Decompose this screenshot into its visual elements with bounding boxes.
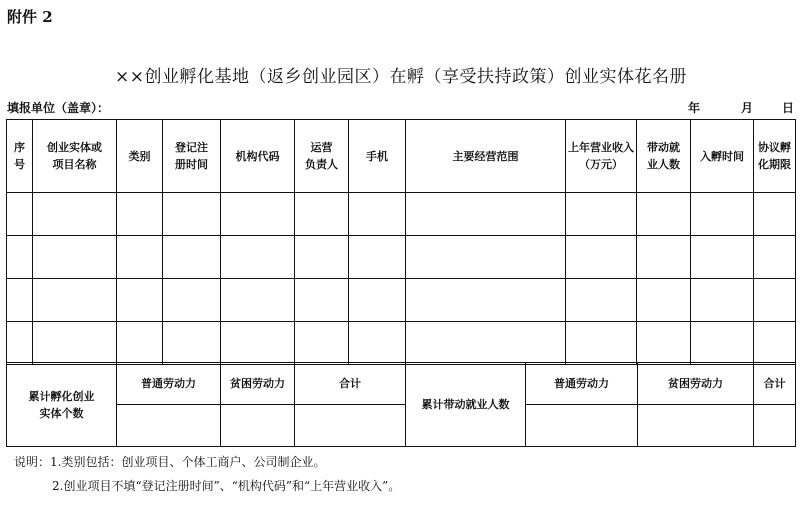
header-entity-name: 创业实体或 项目名称: [33, 120, 117, 193]
ordinary-labor-value-2[interactable]: [526, 405, 638, 447]
header-operator: 运营 负责人: [295, 120, 349, 193]
summary-value-row: [7, 405, 796, 447]
total-label-2: 合计: [754, 363, 796, 405]
page-title: ××创业孵化基地（返乡创业园区）在孵（享受扶持政策）创业实体花名册: [115, 67, 687, 87]
poor-labor-label-2: 贫困劳动力: [638, 363, 754, 405]
date-day-label: 日: [782, 101, 795, 115]
attachment-label: 附件 2: [7, 8, 53, 26]
date-year-label: 年: [688, 101, 701, 115]
header-incubation-term: 协议孵 化期限: [754, 120, 796, 193]
total-value[interactable]: [295, 405, 406, 447]
header-row: [7, 120, 796, 193]
poor-labor-label: 贫困劳动力: [221, 363, 295, 405]
poor-labor-value-2[interactable]: [638, 405, 754, 447]
header-org-code: 机构代码: [221, 120, 295, 193]
summary-table: [6, 362, 796, 447]
roster-table: [6, 119, 796, 365]
table-row: [7, 193, 796, 236]
filler-unit-label: 填报单位（盖章）：: [7, 101, 110, 115]
header-category: 类别: [117, 120, 163, 193]
table-row: [7, 322, 796, 365]
header-entry-time: 入孵时间: [691, 120, 754, 193]
total-value-2[interactable]: [754, 405, 796, 447]
header-business-scope: 主要经营范围: [406, 120, 566, 193]
header-jobs-created: 带动就 业人数: [637, 120, 691, 193]
note-line-1: 说明：1.类别包括：创业项目、个体工商户、公司制企业。: [14, 455, 326, 469]
ordinary-labor-value[interactable]: [117, 405, 221, 447]
header-seq: 序 号: [7, 120, 33, 193]
header-registration-time: 登记注 册时间: [163, 120, 221, 193]
ordinary-labor-label-2: 普通劳动力: [526, 363, 638, 405]
cumulative-jobs-label: 累计带动就业人数: [406, 363, 526, 447]
summary-header-row: [7, 363, 796, 405]
table-row: [7, 236, 796, 279]
date-month-label: 月: [741, 101, 754, 115]
header-phone: 手机: [349, 120, 406, 193]
note-line-2: 2.创业项目不填“登记注册时间”、“机构代码”和“上年营业收入”。: [52, 479, 401, 493]
incubated-entity-count-label: 累计孵化创业 实体个数: [7, 363, 117, 447]
table-row: [7, 279, 796, 322]
total-label: 合计: [295, 363, 406, 405]
ordinary-labor-label: 普通劳动力: [117, 363, 221, 405]
header-last-year-revenue: 上年营业收入 （万元）: [566, 120, 637, 193]
poor-labor-value[interactable]: [221, 405, 295, 447]
